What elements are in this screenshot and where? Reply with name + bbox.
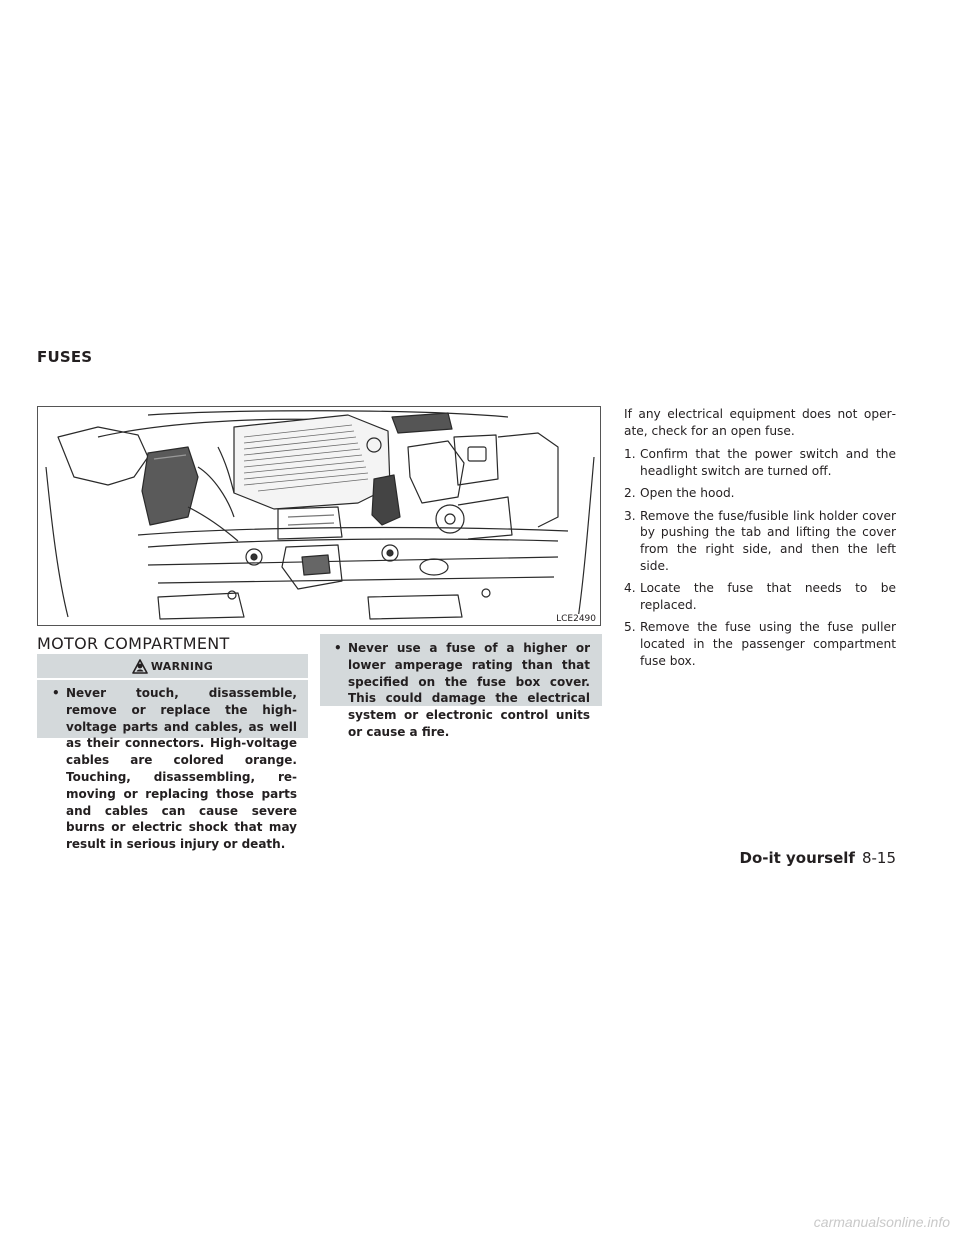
warning-bullet-2: • Never use a fuse of a higher or lower amperage rating than that specified on the fuse box cover. This could damage the electrical system or electronic control units or cause a fire. [331, 640, 590, 741]
step-number: 4. [624, 581, 636, 596]
step-item [624, 485, 896, 502]
intro-paragraph: If any electrical equipment does not operate, check for an open fuse. [624, 407, 896, 438]
warning-box-2 [320, 634, 602, 739]
figure-code: LCE2490 [556, 614, 596, 624]
steps-list [624, 446, 896, 675]
subheading: MOTOR COMPARTMENT [37, 634, 230, 653]
page-footer [740, 849, 897, 867]
step-item [624, 508, 896, 574]
step-number: 2. [624, 486, 636, 501]
step-number: 3. [624, 508, 636, 523]
section-title: FUSES [37, 348, 93, 366]
step-number: 5. [624, 620, 636, 635]
step-text: Remove the fuse using the fuse puller located in the passenger compartment fuse box. [640, 620, 896, 668]
warning-icon [132, 659, 148, 674]
engine-compartment-figure [37, 406, 601, 626]
step-text: Locate the fuse that needs to be replaced. [640, 581, 896, 612]
warning-header [37, 654, 308, 678]
watermark: carmanualsonline.info [813, 1214, 950, 1230]
warning-bullet-1: • Never touch, disassemble, remove or replace the high-voltage parts and cables, as well as their connectors. High-voltage cables are colored orange. Touching, disassembling, removing or replacing those parts and cables can cause severe burns or electric shock that may result in serious injury or death. [49, 685, 297, 853]
step-text: Remove the fuse/fusible link holder cover by pushing the tab and lifting the cover from the right side, and then the left side. [640, 508, 896, 573]
warning-label: WARNING [150, 659, 214, 673]
step-number: 1. [624, 447, 636, 461]
step-item [624, 580, 896, 613]
chapter-name: Do-it yourself [739, 849, 855, 867]
engine-compartment-illustration [38, 407, 601, 626]
step-text: Confirm that the power switch and the headlight switch are turned off. [640, 447, 896, 478]
step-text: Open the hood. [640, 486, 735, 501]
page-number: 8-15 [861, 849, 896, 867]
step-item [624, 446, 896, 479]
step-item [624, 619, 896, 669]
warning-box-1 [37, 680, 308, 852]
